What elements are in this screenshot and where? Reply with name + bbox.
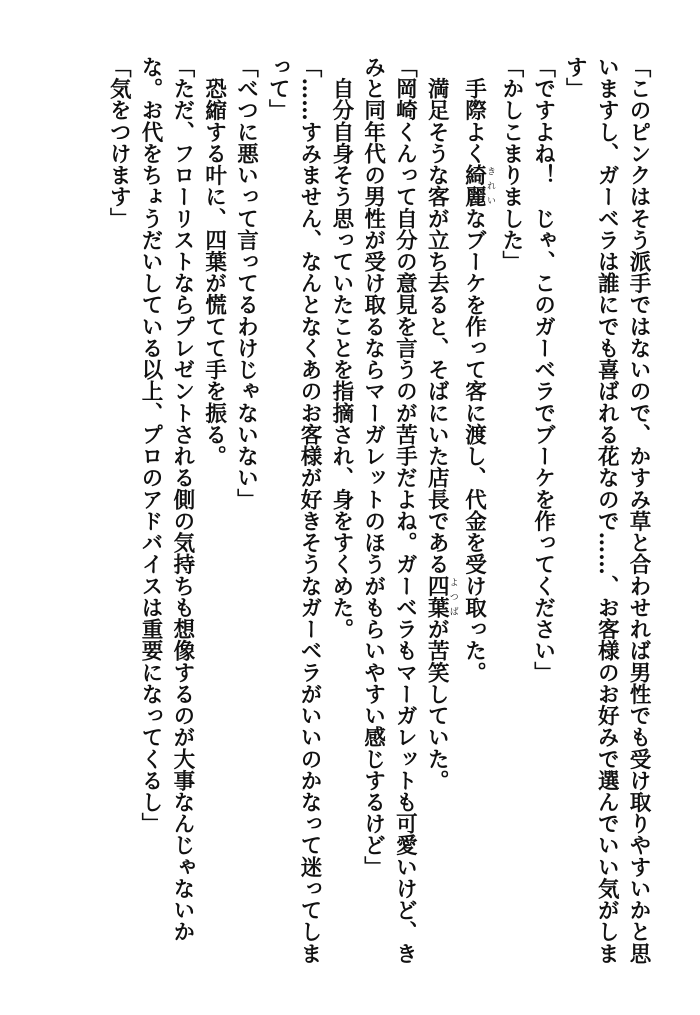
text-line: 自分自身そう思っていたことを指摘され、身をすくめた。 xyxy=(328,56,354,640)
text-segment: が苦笑していた。 xyxy=(424,618,450,792)
ruby-base: 綺麗 xyxy=(461,164,487,208)
text-line: な。お代をちょうだいしている以上、プロのアドバイスは重要になってくるし」 xyxy=(138,56,164,835)
ruby-base: 四葉 xyxy=(424,574,450,619)
ruby-reading: よつば xyxy=(447,574,458,619)
vertical-text-body xyxy=(34,56,654,986)
text-line: 「気をつけます」 xyxy=(106,56,132,229)
text-line: いますし、ガーベラは誰にでも喜ばれる花なので……、お客様のお好みで選んでいい気がしま xyxy=(594,56,620,965)
text-line: みと同年代の男性が受け取るならマーガレットのほうがもらいやすい感じするけど」 xyxy=(360,56,386,878)
text-line-with-ruby xyxy=(420,56,457,986)
ruby-word xyxy=(424,574,458,619)
text-line: 「このピンクはそう派手ではないので、かすみ草と合わせれば男性でも受け取りやすいかと思 xyxy=(626,56,651,965)
text-line: す」 xyxy=(562,56,588,100)
text-segment: 満足そうな客が立ち去ると、そばにいた店長である xyxy=(424,56,450,575)
text-line-with-ruby xyxy=(458,56,495,986)
text-line: 恐縮する叶に、四葉が慌てて手を振る。 xyxy=(201,56,227,467)
text-line: 「べつに悪いって言ってるわけじゃないない」 xyxy=(233,56,259,511)
ruby-reading: きれい xyxy=(485,164,496,208)
text-line: って」 xyxy=(265,56,291,121)
text-line: 「ただ、フローリストならプレゼントされる側の気持ちも想像するのが大事なんじゃないか xyxy=(169,56,195,943)
text-segment: 手際よく xyxy=(461,56,487,165)
ruby-word xyxy=(461,164,496,208)
text-line: 「……すみません、なんとなくあのお客様が好きそうなガーベラがいいのかなって迷ってしま xyxy=(297,56,323,965)
text-segment: なブーケを作って客に渡し、代金を受け取った。 xyxy=(461,207,487,683)
text-line: 「かしこまりました」 xyxy=(498,56,524,273)
text-line: 「ですよね！ じゃ、このガーベラでブーケを作ってください」 xyxy=(530,56,556,683)
text-line: 「岡崎くんって自分の意見を言うのが苦手だよね。ガーベラもマーガレットも可愛いけど、き xyxy=(392,56,418,965)
